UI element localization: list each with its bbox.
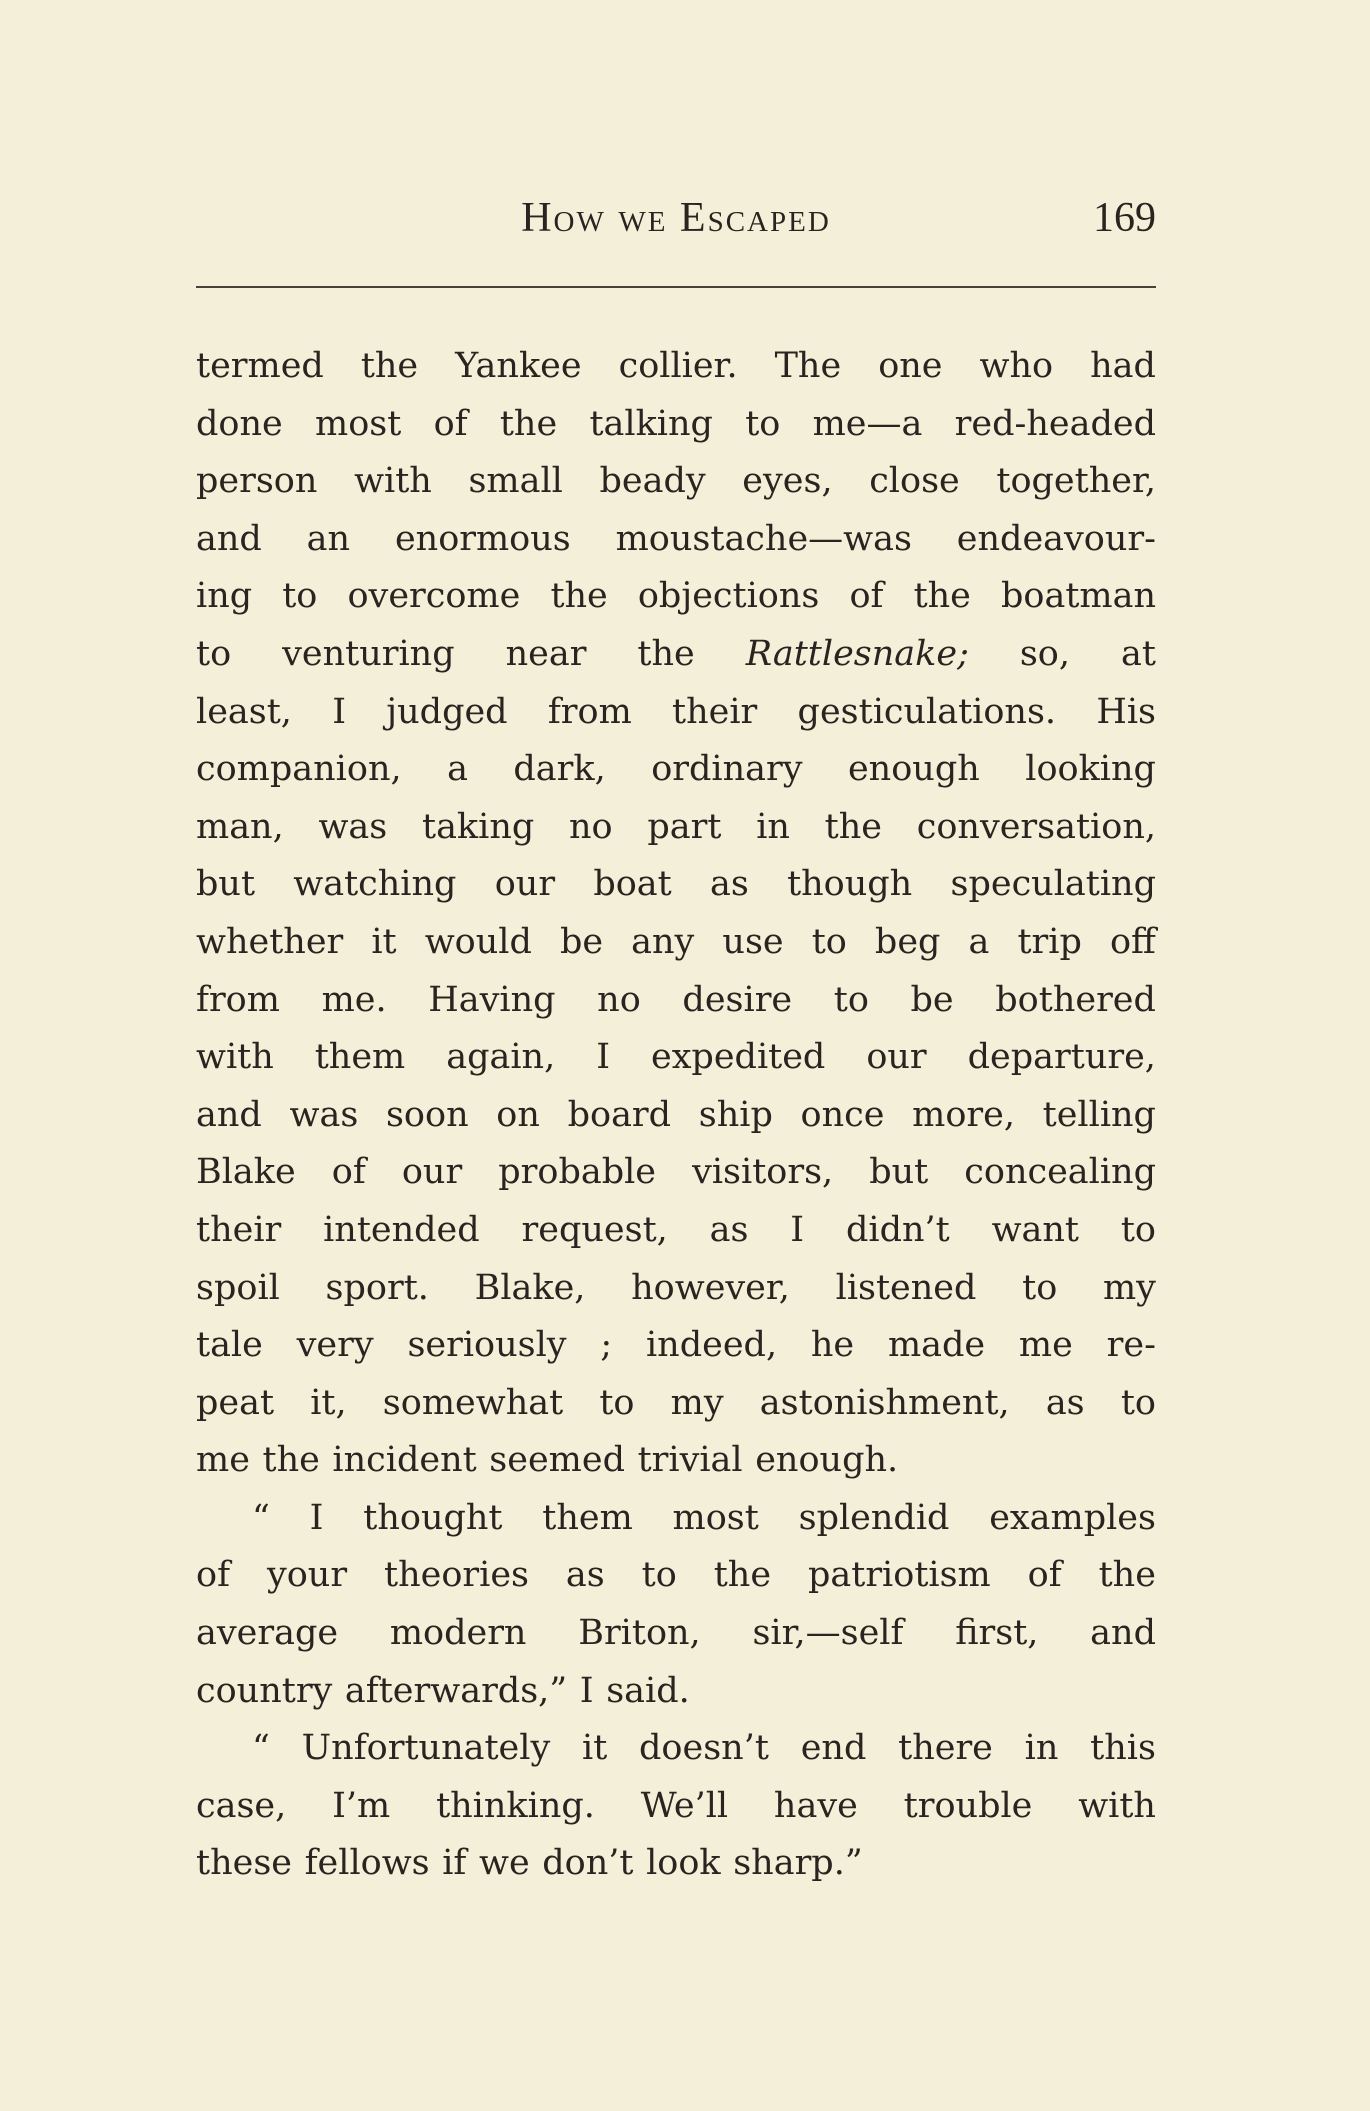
- word: to: [1120, 1209, 1156, 1250]
- word: telling: [1042, 1094, 1156, 1135]
- text-line: [196, 1720, 1156, 1778]
- word: it,: [310, 1382, 347, 1423]
- word: said.: [606, 1670, 690, 1711]
- word: to: [196, 633, 232, 674]
- text-line: [196, 1317, 1156, 1375]
- word: first,: [955, 1613, 1039, 1654]
- text-line: [196, 1260, 1156, 1318]
- word: on: [496, 1094, 540, 1135]
- word: average: [196, 1613, 339, 1654]
- text-line: [196, 396, 1156, 454]
- word: together,: [996, 461, 1156, 502]
- word: Blake: [196, 1152, 296, 1193]
- word: boatman: [1000, 576, 1156, 617]
- word: it: [582, 1728, 608, 1769]
- word: trouble: [903, 1785, 1033, 1826]
- word: was: [318, 806, 388, 847]
- text-line: [196, 914, 1156, 972]
- word: Unfortunately: [301, 1728, 551, 1769]
- word: however,: [631, 1267, 790, 1308]
- text-line: [196, 626, 1156, 684]
- word: “: [252, 1497, 270, 1538]
- word: of: [196, 1555, 231, 1596]
- word: the: [824, 806, 882, 847]
- word: ship: [698, 1094, 773, 1135]
- word: red-headed: [954, 403, 1156, 444]
- text-line: [196, 1375, 1156, 1433]
- word: me: [1018, 1325, 1073, 1366]
- word: there: [898, 1728, 993, 1769]
- word: of: [849, 576, 884, 617]
- word: endeavour-: [956, 518, 1156, 559]
- page-number: 169: [1093, 195, 1156, 241]
- word: with: [1078, 1785, 1156, 1826]
- word: to: [745, 403, 781, 444]
- word: “: [252, 1728, 270, 1769]
- word: have: [773, 1785, 858, 1826]
- word: though: [787, 864, 913, 905]
- word: talking: [589, 403, 713, 444]
- word: done: [196, 403, 283, 444]
- word: visitors,: [692, 1152, 834, 1193]
- word: so,: [1019, 633, 1071, 674]
- text-line: [196, 684, 1156, 742]
- word: speculating: [950, 864, 1156, 905]
- word: at: [1120, 633, 1156, 674]
- word: me—a: [812, 403, 923, 444]
- text-line: [196, 741, 1156, 799]
- word: to: [599, 1382, 635, 1423]
- word: objections: [637, 576, 820, 617]
- word: off: [1109, 921, 1156, 962]
- word: of: [331, 1152, 366, 1193]
- word: somewhat: [382, 1382, 564, 1423]
- word: Having: [428, 979, 556, 1020]
- text-line: [196, 1432, 1156, 1490]
- word: them: [542, 1497, 633, 1538]
- word: be: [910, 979, 954, 1020]
- word: close: [869, 461, 960, 502]
- word: as: [709, 1209, 749, 1250]
- text-line: [196, 856, 1156, 914]
- word: but: [196, 864, 256, 905]
- word: request,: [521, 1209, 668, 1250]
- word: your: [266, 1555, 348, 1596]
- header-rule: [196, 286, 1156, 288]
- word: most: [672, 1497, 759, 1538]
- word: them: [314, 1037, 406, 1078]
- word: to: [641, 1555, 677, 1596]
- word: in: [756, 806, 790, 847]
- word: had: [1090, 346, 1156, 386]
- text-line: [196, 1778, 1156, 1836]
- word: part: [647, 806, 722, 847]
- text-line: [196, 1663, 1156, 1721]
- text-line: [196, 511, 1156, 569]
- word: sir,—self: [752, 1613, 904, 1654]
- word: dark,: [513, 749, 606, 790]
- word: our: [494, 864, 556, 905]
- word: he: [810, 1325, 855, 1366]
- word: I’m: [332, 1785, 391, 1826]
- word: use: [722, 921, 784, 962]
- word: tale: [196, 1325, 263, 1366]
- word: near: [505, 633, 587, 674]
- word: I: [790, 1209, 805, 1250]
- word: a: [447, 749, 468, 790]
- word: indeed,: [645, 1325, 778, 1366]
- word: would: [424, 921, 532, 962]
- word: We’ll: [640, 1785, 729, 1826]
- word: Yankee: [455, 346, 582, 386]
- word: my: [1102, 1267, 1156, 1308]
- word: sharp.”: [733, 1843, 863, 1884]
- word: case,: [196, 1785, 287, 1826]
- text-line: [196, 453, 1156, 511]
- word: Rattlesnake;: [745, 633, 969, 674]
- word: board: [567, 1094, 672, 1135]
- word: seriously: [407, 1325, 567, 1366]
- word: beady: [599, 461, 706, 502]
- word: examples: [989, 1497, 1156, 1538]
- text-line: [196, 338, 1156, 396]
- word: expedited: [650, 1037, 826, 1078]
- word: from: [547, 691, 632, 732]
- word: the: [1098, 1555, 1156, 1596]
- word: want: [991, 1209, 1079, 1250]
- word: me: [196, 1440, 250, 1481]
- word: country: [196, 1670, 333, 1711]
- word: be: [559, 921, 604, 962]
- word: man,: [196, 806, 284, 847]
- word: the: [550, 576, 608, 617]
- word: taking: [422, 806, 535, 847]
- word: look: [646, 1843, 721, 1884]
- word: enormous: [394, 518, 571, 559]
- word: no: [597, 979, 641, 1020]
- word: and: [196, 1094, 262, 1135]
- word: person: [196, 461, 318, 502]
- word: seemed: [489, 1440, 625, 1481]
- word: as: [565, 1555, 605, 1596]
- word: with: [354, 461, 432, 502]
- word: of: [433, 403, 468, 444]
- word: incident: [332, 1440, 477, 1481]
- word: any: [631, 921, 695, 962]
- word: fellows: [304, 1843, 430, 1884]
- word: was: [289, 1094, 359, 1135]
- word: collier.: [618, 346, 738, 386]
- text-line: [196, 568, 1156, 626]
- word: it: [371, 921, 397, 962]
- word: peat: [196, 1382, 275, 1423]
- word: a: [968, 921, 990, 962]
- word: very: [296, 1325, 374, 1366]
- word: The: [774, 346, 842, 386]
- word: boat: [593, 864, 672, 905]
- word: no: [569, 806, 613, 847]
- text-line: [196, 1547, 1156, 1605]
- word: as: [709, 864, 749, 905]
- word: as: [1045, 1382, 1085, 1423]
- word: afterwards,”: [344, 1670, 568, 1711]
- word: splendid: [798, 1497, 950, 1538]
- word: I: [579, 1670, 594, 1711]
- text-line: [196, 972, 1156, 1030]
- word: whether: [196, 921, 344, 962]
- word: most: [315, 403, 402, 444]
- word: the: [360, 346, 419, 386]
- word: thought: [363, 1497, 503, 1538]
- word: gesticulations.: [797, 691, 1057, 732]
- word: this: [1090, 1728, 1156, 1769]
- word: to: [811, 921, 847, 962]
- text-line: [196, 1835, 1156, 1893]
- word: trivial: [637, 1440, 743, 1481]
- word: with: [196, 1037, 274, 1078]
- word: astonishment,: [759, 1382, 1010, 1423]
- word: to: [833, 979, 869, 1020]
- word: ing: [196, 576, 253, 617]
- word: and: [196, 518, 262, 559]
- word: made: [887, 1325, 986, 1366]
- word: the: [637, 633, 695, 674]
- word: don’t: [542, 1843, 634, 1884]
- word: beg: [874, 921, 941, 962]
- word: I: [596, 1037, 611, 1078]
- word: soon: [385, 1094, 469, 1135]
- word: and: [1090, 1613, 1156, 1654]
- word: to: [1022, 1267, 1058, 1308]
- word: looking: [1025, 749, 1156, 790]
- word: if: [442, 1843, 467, 1884]
- word: end: [800, 1728, 867, 1769]
- word: listened: [835, 1267, 977, 1308]
- word: my: [670, 1382, 724, 1423]
- word: once: [800, 1094, 885, 1135]
- word: the: [713, 1555, 772, 1596]
- word: in: [1024, 1728, 1059, 1769]
- text-line: [196, 799, 1156, 857]
- word: we: [478, 1843, 530, 1884]
- word: theories: [384, 1555, 529, 1596]
- word: termed: [196, 346, 324, 386]
- running-head: [196, 188, 1156, 248]
- word: I: [332, 691, 347, 732]
- word: the: [913, 576, 971, 617]
- word: moustache—was: [615, 518, 912, 559]
- word: to: [282, 576, 318, 617]
- word: of: [1027, 1555, 1062, 1596]
- word: but: [869, 1152, 929, 1193]
- word: companion,: [196, 749, 402, 790]
- word: doesn’t: [639, 1728, 769, 1769]
- word: enough: [847, 749, 980, 790]
- word: to: [1120, 1382, 1156, 1423]
- word: modern: [389, 1613, 527, 1654]
- word: ordinary: [651, 749, 803, 790]
- word: departure,: [967, 1037, 1156, 1078]
- word: their: [672, 691, 758, 732]
- text-line: [196, 1202, 1156, 1260]
- word: more,: [912, 1094, 1015, 1135]
- word: small: [468, 461, 563, 502]
- text-line: [196, 1605, 1156, 1663]
- word: Briton,: [578, 1613, 701, 1654]
- word: trip: [1017, 921, 1082, 962]
- body-text: [196, 338, 1156, 1893]
- word: their: [196, 1209, 282, 1250]
- word: these: [196, 1843, 292, 1884]
- word: overcome: [347, 576, 521, 617]
- word: patriotism: [807, 1555, 991, 1596]
- word: His: [1096, 691, 1156, 732]
- word: the: [499, 403, 558, 444]
- word: our: [401, 1152, 463, 1193]
- running-title: How we Escaped: [521, 195, 831, 241]
- word: least,: [196, 691, 292, 732]
- word: intended: [323, 1209, 480, 1250]
- word: one: [878, 346, 943, 386]
- word: probable: [498, 1152, 657, 1193]
- word: thinking.: [436, 1785, 595, 1826]
- word: spoil: [196, 1267, 280, 1308]
- word: I: [309, 1497, 324, 1538]
- word: venturing: [282, 633, 455, 674]
- word: concealing: [964, 1152, 1156, 1193]
- word: conversation,: [916, 806, 1156, 847]
- word: an: [306, 518, 351, 559]
- word: our: [866, 1037, 927, 1078]
- word: enough.: [755, 1440, 899, 1481]
- word: bothered: [995, 979, 1156, 1020]
- word: sport.: [325, 1267, 429, 1308]
- word: from: [196, 979, 280, 1020]
- word: who: [979, 346, 1054, 386]
- text-line: [196, 1144, 1156, 1202]
- word: re-: [1106, 1325, 1156, 1366]
- word: desire: [682, 979, 793, 1020]
- word: again,: [446, 1037, 556, 1078]
- word: ;: [600, 1325, 613, 1366]
- word: didn’t: [845, 1209, 950, 1250]
- word: watching: [293, 864, 457, 905]
- word: eyes,: [742, 461, 833, 502]
- word: Blake,: [474, 1267, 586, 1308]
- text-line: [196, 1029, 1156, 1087]
- word: me.: [321, 979, 387, 1020]
- text-line: [196, 1087, 1156, 1145]
- word: the: [262, 1440, 320, 1481]
- word: judged: [386, 691, 508, 732]
- text-line: [196, 1490, 1156, 1548]
